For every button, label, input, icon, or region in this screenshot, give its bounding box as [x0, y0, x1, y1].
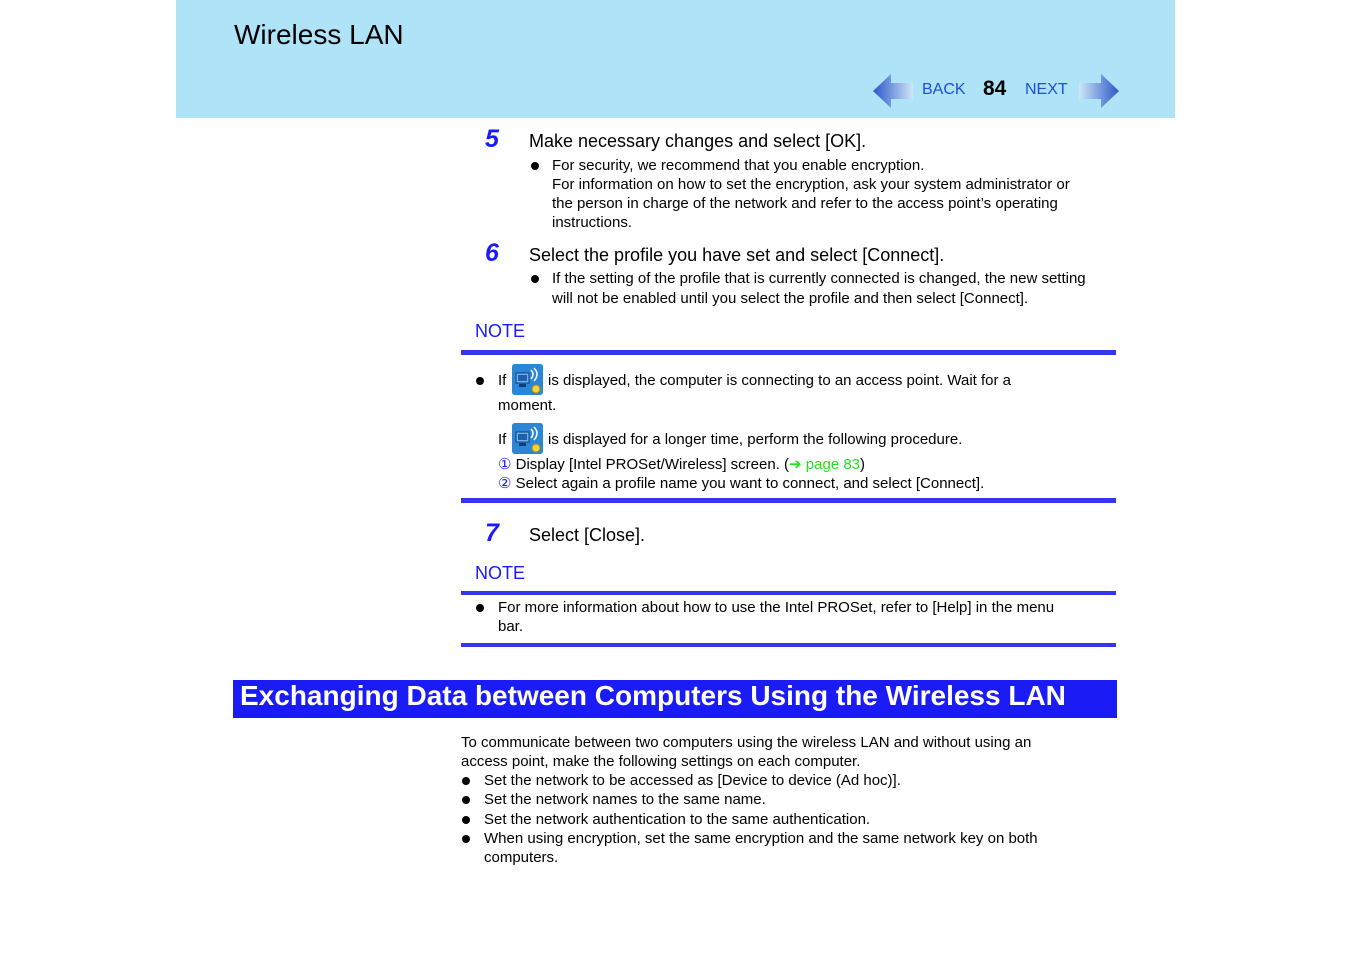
wireless-connecting-icon — [512, 423, 543, 454]
list-item: Set the network to be accessed as [Device to device (Ad hoc)]. — [484, 772, 901, 789]
next-arrow-icon[interactable] — [1079, 72, 1119, 110]
bullet-icon — [462, 816, 470, 824]
page-number: 84 — [983, 77, 1007, 100]
next-link[interactable]: NEXT — [1025, 81, 1068, 98]
bullet-icon — [476, 604, 484, 612]
page-header — [176, 0, 1175, 118]
section-intro: To communicate between two computers using the wireless LAN and without using an access point, make the following settings on each computer. — [461, 734, 1032, 770]
note2-text: For more information about how to use the Intel PROSet, refer to [Help] in the menu bar. — [498, 599, 1055, 635]
step6-bullet: If the setting of the profile that is currently connected is changed, the new setting will not be enabled until you select the profile and then select [Connect]. — [552, 270, 1086, 307]
note1-item2: ② Select again a profile name you want to connect, and select [Connect]. — [498, 475, 985, 492]
back-link[interactable]: BACK — [922, 81, 966, 98]
list-item: Set the network names to the same name. — [484, 791, 766, 808]
note-divider — [461, 498, 1116, 503]
step-text: Select [Close]. — [529, 525, 646, 545]
section-heading: Exchanging Data between Computers Using the Wireless LAN — [233, 680, 1117, 718]
note1-if-text: If — [498, 372, 507, 389]
note-label: NOTE — [475, 563, 526, 583]
list-item: When using encryption, set the same encryption and the same network key on both computers. — [484, 830, 1038, 866]
page-title: Wireless LAN — [234, 19, 404, 50]
note1-if-text: If — [498, 431, 507, 448]
page-link-arrow-icon[interactable]: ➔ — [789, 456, 802, 473]
note-divider — [461, 591, 1116, 595]
note1-line3: is displayed for a longer time, perform the following procedure. — [548, 431, 963, 448]
note-divider — [461, 643, 1116, 647]
step-text: Select the profile you have set and select [Connect]. — [529, 245, 945, 265]
bullet-icon — [462, 835, 470, 843]
bullet-icon — [476, 377, 484, 385]
bullet-icon — [531, 162, 539, 170]
back-arrow-icon[interactable] — [873, 72, 913, 110]
note-label: NOTE — [475, 321, 526, 341]
step-number: 6 — [485, 239, 499, 267]
step5-bullet: For security, we recommend that you enable encryption. For information on how to set the encryption, ask your system administrator or the person in charge of the network and refer to the access point’s operating instructions. — [552, 157, 1070, 231]
circled-number: ① — [498, 456, 512, 473]
note-divider — [461, 350, 1116, 355]
step-text: Make necessary changes and select [OK]. — [529, 131, 867, 151]
note1-item1: ① Display [Intel PROSet/Wireless] screen. (➔ page 83) — [498, 456, 866, 473]
note1-line2: moment. — [498, 397, 557, 414]
page-83-link[interactable]: page 83 — [805, 456, 861, 473]
note1-line1: is displayed, the computer is connecting to an access point. Wait for a — [548, 372, 1012, 389]
wireless-connecting-icon — [512, 364, 543, 395]
bullet-icon — [462, 777, 470, 785]
bullet-icon — [462, 796, 470, 804]
list-item: Set the network authentication to the same authentication. — [484, 811, 871, 828]
step-number: 7 — [485, 519, 499, 547]
circled-number: ② — [498, 475, 512, 492]
step-number: 5 — [485, 125, 499, 153]
bullet-icon — [531, 275, 539, 283]
